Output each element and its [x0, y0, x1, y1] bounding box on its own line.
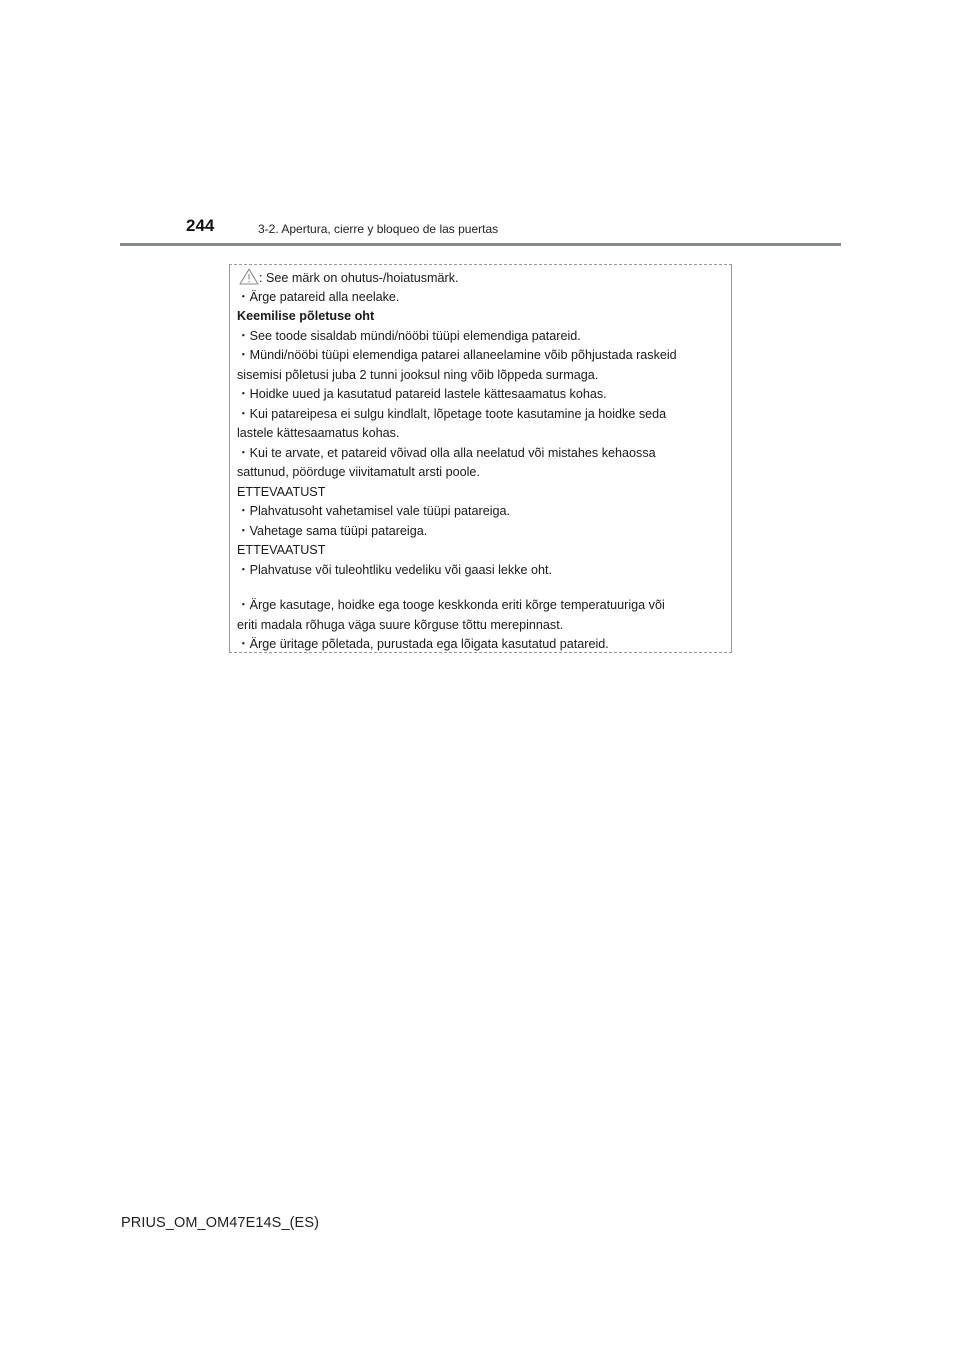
warning-line: ・Ärge üritage põletada, purustada ega lõigata kasutatud patareid. [237, 637, 609, 651]
warning-line: ・Plahvatusoht vahetamisel vale tüüpi patareiga. [237, 504, 511, 518]
warning-line: lastele kättesaamatus kohas. [237, 426, 400, 440]
warning-line: ・Ärge kasutage, hoidke ega tooge keskkonda eriti kõrge temperatuuriga või [237, 598, 665, 612]
warning-line: eriti madala rõhuga väga suure kõrguse tõttu merepinnast. [237, 617, 564, 632]
warning-line: ・Kui te arvate, et patareid võivad olla alla neelatud või mistahes kehaossa [237, 445, 656, 460]
header-rule [120, 243, 841, 246]
warning-line: ・Mündi/nööbi tüüpi elemendiga patarei allaneelamine võib põhjustada raskeid [237, 348, 677, 362]
warning-line: sisemisi põletusi juba 2 tunni jooksul ning võib lõppeda surmaga. [237, 367, 599, 382]
warning-line: ・Plahvatuse või tuleohtliku vedeliku või gaasi lekke oht. [237, 562, 553, 577]
caution-heading: ETTEVAATUST [237, 543, 326, 557]
warning-line: ・Ärge patareid alla neelake. [237, 289, 400, 304]
footer-manual-code: PRIUS_OM_OM47E14S_(ES) [121, 1215, 320, 1231]
warning-icon-label: : See märk on ohutus-/hoiatusmärk. [259, 271, 459, 285]
warning-icon-line [237, 268, 731, 288]
warning-box [229, 264, 732, 653]
page-number: 244 [186, 216, 215, 235]
warning-line: ・Kui patareipesa ei sulgu kindlalt, lõpetage toote kasutamine ja hoidke seda [237, 406, 667, 421]
section-title: 3-2. Apertura, cierre y bloqueo de las puertas [258, 222, 499, 236]
warning-line: ・Hoidke uued ja kasutatud patareid lastele kättesaamatus kohas. [237, 387, 607, 401]
paragraph-gap [237, 580, 731, 596]
warning-line: ・See toode sisaldab mündi/nööbi tüüpi elemendiga patareid. [237, 328, 581, 343]
warning-heading: Keemilise põletuse oht [237, 309, 375, 323]
warning-line: ・Vahetage sama tüüpi patareiga. [237, 523, 428, 538]
warning-line: sattunud, pöörduge viivitamatult arsti poole. [237, 465, 480, 479]
caution-heading: ETTEVAATUST [237, 484, 326, 499]
warning-triangle-icon [239, 268, 259, 285]
